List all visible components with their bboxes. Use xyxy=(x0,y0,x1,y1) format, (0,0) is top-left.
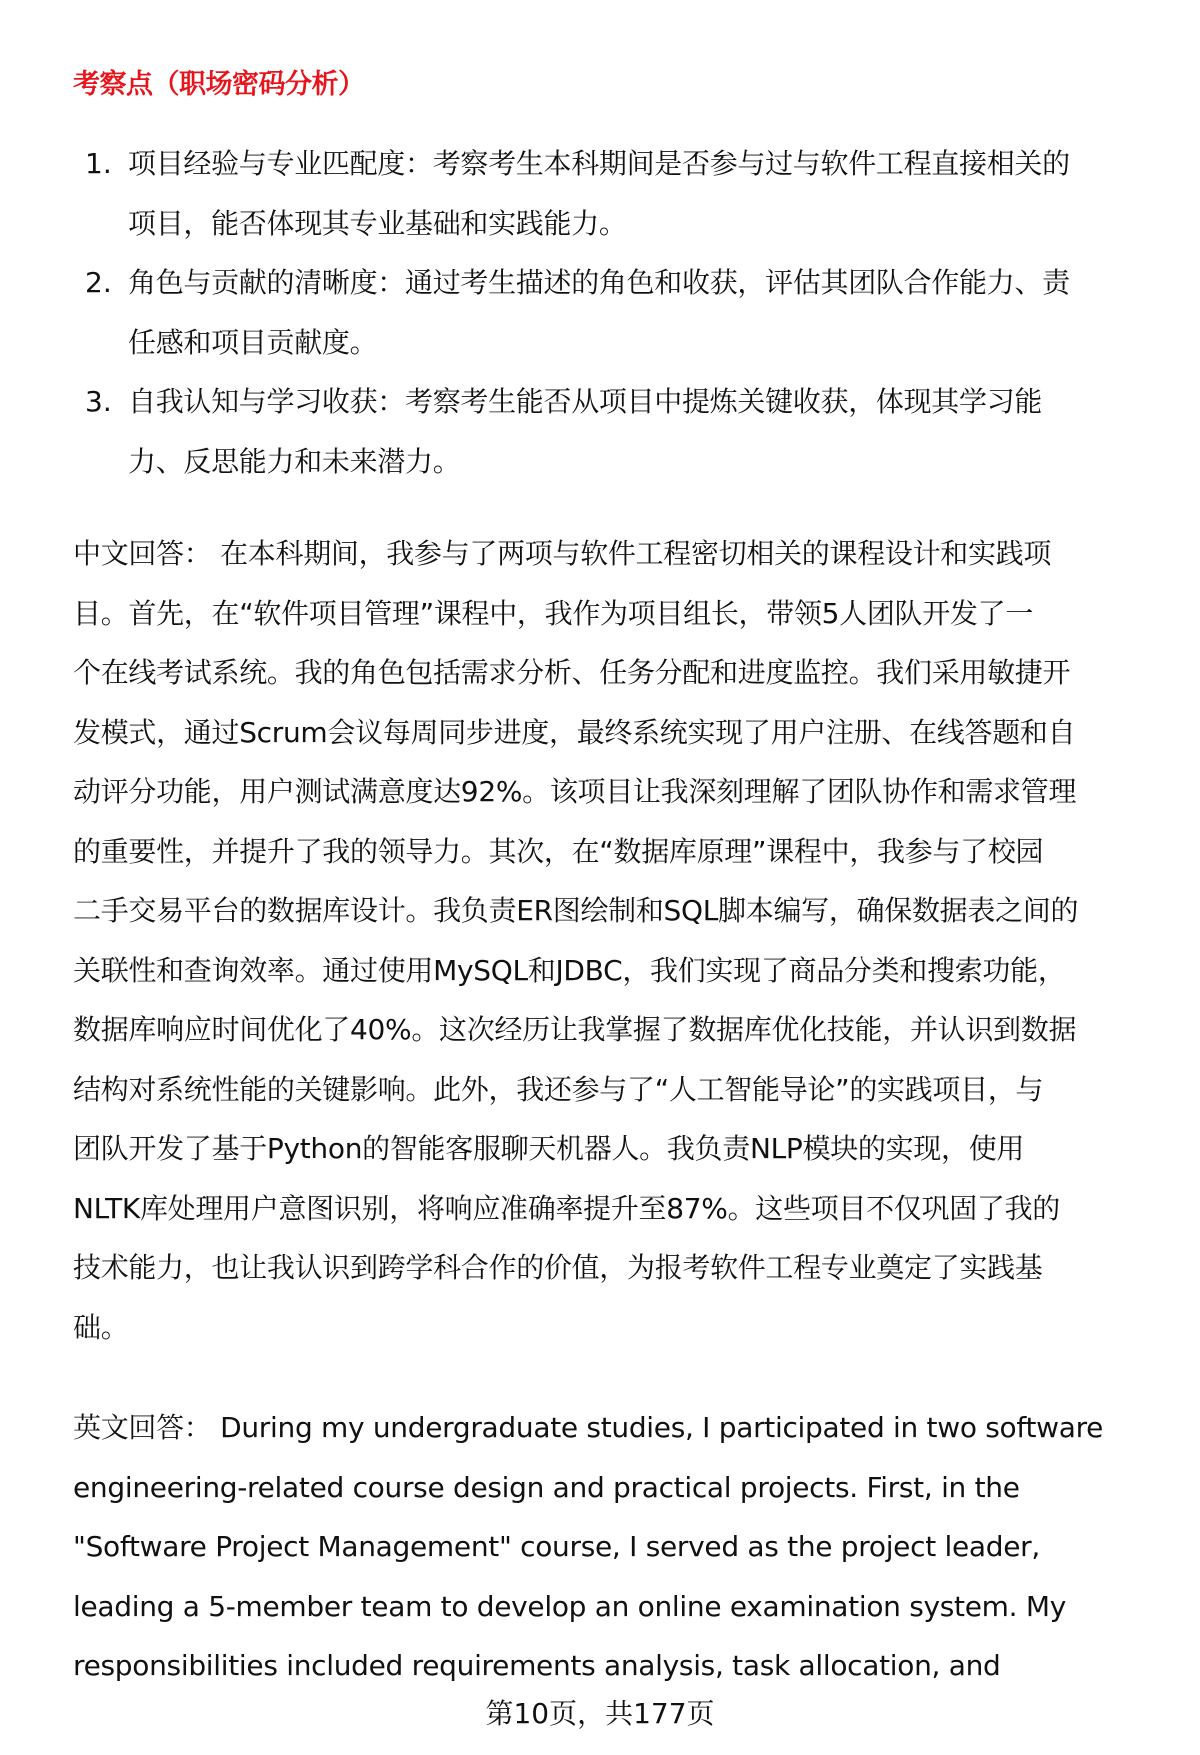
text-line: engineering-related course design and practical projects. First, in the xyxy=(73,1470,1020,1504)
text-line: 础。 xyxy=(73,1310,129,1344)
text-line: 任感和项目贡献度。 xyxy=(128,325,378,359)
text-line: 中文回答： 在本科期间，我参与了两项与软件工程密切相关的课程设计和实践项 xyxy=(73,537,1052,570)
text-line: responsibilities included requirements analysis, task allocation, and xyxy=(73,1649,1001,1682)
page-number: 第10页，共177页 xyxy=(485,1697,715,1730)
text-line: 数据库响应时间优化了40%。这次经历让我掌握了数据库优化技能，并认识到数据 xyxy=(73,1013,1077,1046)
text-line: 结构对系统性能的关键影响。此外，我还参与了“人工智能导论”的实践项目，与 xyxy=(73,1072,1044,1106)
text-line: 发模式，通过Scrum会议每周同步进度，最终系统实现了用户注册、在线答题和自 xyxy=(73,715,1076,749)
list-number: 3. xyxy=(85,385,112,418)
text-line: 个在线考试系统。我的角色包括需求分析、任务分配和进度监控。我们采用敏捷开 xyxy=(73,656,1071,689)
list-item xyxy=(73,134,1163,253)
text-line: 二手交易平台的数据库设计。我负责ER图绘制和SQL脚本编写，确保数据表之间的 xyxy=(73,894,1079,927)
text-line: 项目经验与专业匹配度：考察考生本科期间是否参与过与软件工程直接相关的 xyxy=(128,147,1070,180)
text-line: 英文回答： During my undergraduate studies, I participated in two software xyxy=(73,1411,1104,1444)
chinese-answer xyxy=(73,524,1163,1357)
list-number: 2. xyxy=(85,266,112,299)
section-heading: 考察点（职场密码分析） xyxy=(73,69,365,100)
text-line: "Software Project Management" course, I served as the project leader, xyxy=(73,1530,1040,1563)
list-item xyxy=(73,253,1163,372)
text-line: 的重要性，并提升了我的领导力。其次，在“数据库原理”课程中，我参与了校园 xyxy=(73,834,1044,868)
text-line: 关联性和查询效率。通过使用MySQL和JDBC，我们实现了商品分类和搜索功能， xyxy=(73,953,1066,987)
text-line: 自我认知与学习收获：考察考生能否从项目中提炼关键收获，体现其学习能 xyxy=(128,385,1043,418)
text-line: 动评分功能，用户测试满意度达92%。该项目让我深刻理解了团队协作和需求管理 xyxy=(73,775,1077,808)
text-line: 力、反思能力和未来潜力。 xyxy=(128,444,461,478)
list-number: 1. xyxy=(85,147,112,180)
text-line: 目。首先，在“软件项目管理”课程中，我作为项目组长，带领5人团队开发了一 xyxy=(73,596,1034,630)
text-line: 项目，能否体现其专业基础和实践能力。 xyxy=(128,206,627,240)
list-item xyxy=(73,372,1163,491)
text-line: 团队开发了基于Python的智能客服聊天机器人。我负责NLP模块的实现，使用 xyxy=(73,1132,1025,1165)
text-line: 角色与贡献的清晰度：通过考生描述的角色和收获，评估其团队合作能力、责 xyxy=(128,266,1070,299)
text-line: NLTK库处理用户意图识别，将响应准确率提升至87%。这些项目不仅巩固了我的 xyxy=(73,1191,1060,1225)
text-line: 技术能力，也让我认识到跨学科合作的价值，为报考软件工程专业奠定了实践基 xyxy=(73,1251,1043,1284)
assessment-points-list xyxy=(73,134,1163,491)
english-answer xyxy=(73,1398,1163,1696)
text-line: leading a 5-member team to develop an online examination system. My xyxy=(73,1589,1066,1623)
